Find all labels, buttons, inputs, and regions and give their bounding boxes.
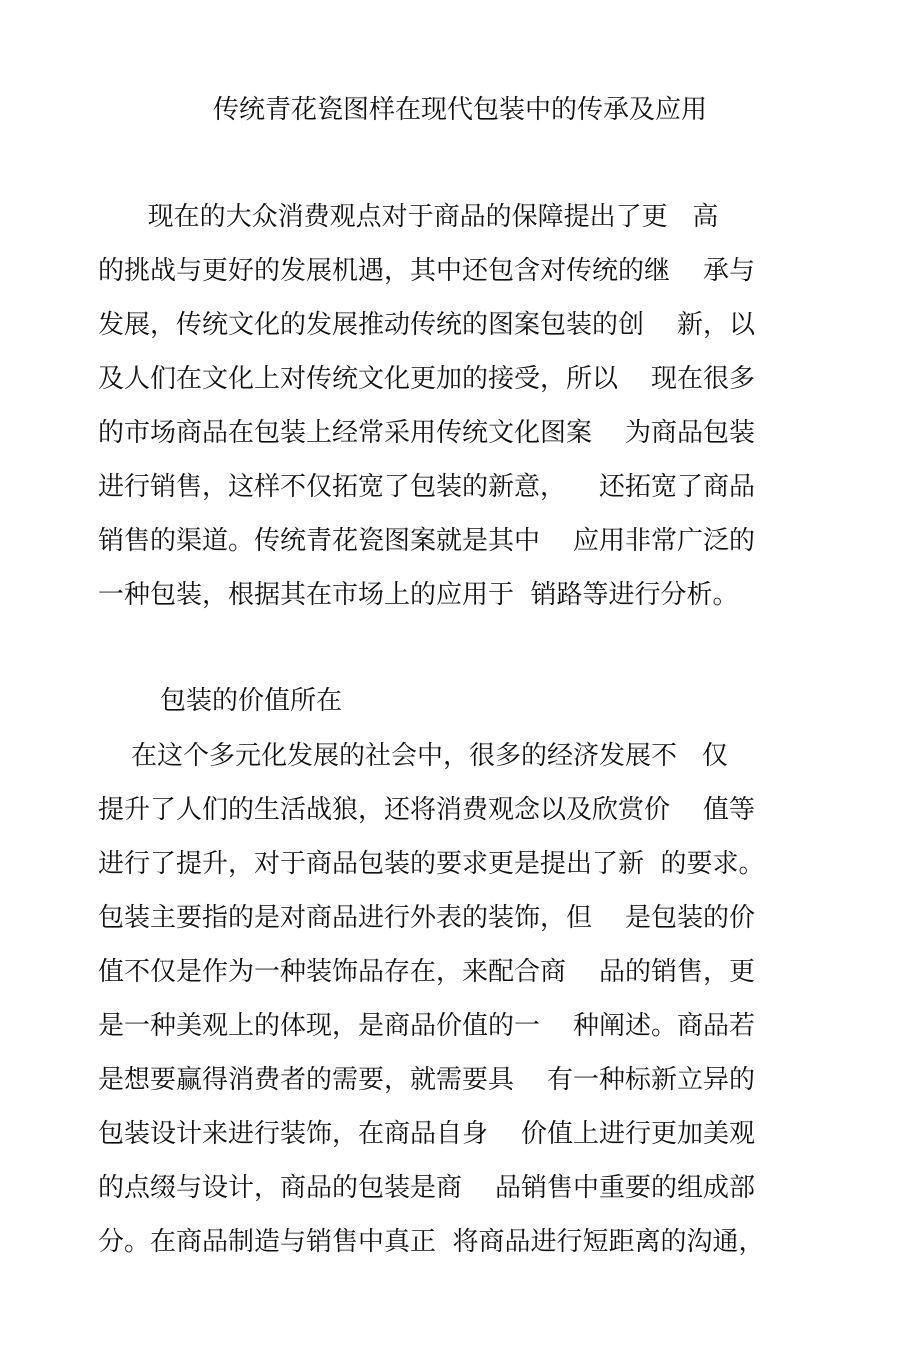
paragraph-line: 发展，传统文化的发展推动传统的图案包装的创 新，以 — [98, 310, 756, 340]
paragraph-line: 进行了提升，对于商品包装的要求更是提出了新 的要求。 — [98, 849, 765, 879]
paragraph-line: 是想要赢得消费者的需要，就需要具 有一种标新立异的 — [98, 1065, 756, 1095]
paragraph-line: 是一种美观上的体现，是商品价值的一 种阐述。商品若 — [98, 1011, 756, 1041]
paragraph-line: 包装设计来进行装饰，在商品自身 价值上进行更加美观 — [98, 1119, 756, 1149]
paragraph-line: 及人们在文化上对传统文化更加的接受，所以 现在很多 — [98, 364, 756, 394]
document-title: 传统青花瓷图样在现代包装中的传承及应用 — [212, 95, 707, 125]
paragraph-line: 的点缀与设计，商品的包装是商 品销售中重要的组成部 — [98, 1173, 756, 1203]
paragraph-line: 分。在商品制造与销售中真正 将商品进行短距离的沟通， — [98, 1227, 765, 1257]
paragraph-line: 现在的大众消费观点对于商品的保障提出了更 高 — [98, 202, 719, 232]
paragraph-line: 销售的渠道。传统青花瓷图案就是其中 应用非常广泛的 — [98, 526, 756, 556]
paragraph-line: 在这个多元化发展的社会中，很多的经济发展不 仅 — [98, 741, 728, 771]
paragraph-line: 值不仅是作为一种装饰品存在，来配合商 品的销售，更 — [98, 957, 756, 987]
paragraph-line: 的挑战与更好的发展机遇，其中还包含对传统的继 承与 — [98, 256, 756, 286]
paragraph-line: 的市场商品在包装上经常采用传统文化图案 为商品包装 — [98, 418, 756, 448]
paragraph-line: 包装主要指的是对商品进行外表的装饰，但 是包装的价 — [98, 903, 756, 933]
section-heading: 包装的价值所在 — [160, 686, 343, 716]
paragraph-line: 一种包装，根据其在市场上的应用于 销路等进行分析。 — [98, 580, 739, 610]
paragraph-line: 提升了人们的生活战狼，还将消费观念以及欣赏价 值等 — [98, 795, 756, 825]
paragraph-line: 进行销售，这样不仅拓宽了包装的新意， 还拓宽了商品 — [98, 472, 756, 502]
